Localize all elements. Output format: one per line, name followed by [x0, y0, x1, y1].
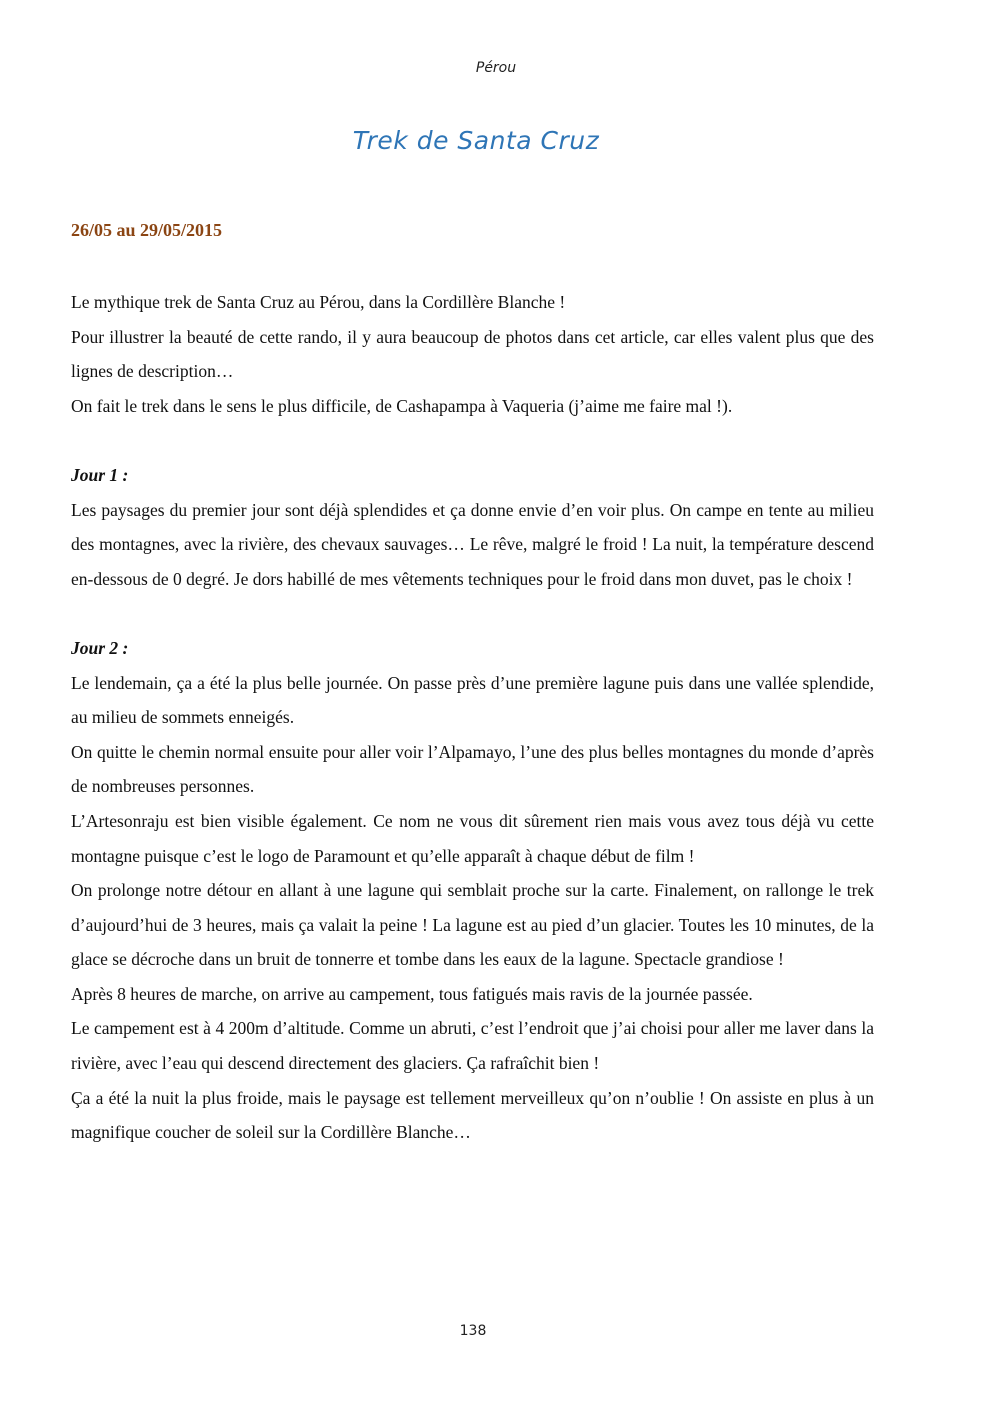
day1-paragraph: Les paysages du premier jour sont déjà splendides et ça donne envie d’en voir plus. On campe en tente au milieu des montagnes, avec la rivière, des chevaux sauvages… Le rêve, malgré le froid ! La nuit, la température descend en-dessous de 0 degré. Je dors habillé de mes vêtements techniques pour le froid dans mon duvet, pas le choix !	[71, 499, 874, 589]
intro-paragraph: Le mythique trek de Santa Cruz au Pérou, dans la Cordillère Blanche !	[71, 292, 566, 312]
running-header: Pérou	[475, 60, 517, 76]
article-body	[71, 285, 874, 1150]
paragraph-spacer	[71, 596, 874, 631]
article-title: Trek de Santa Cruz	[352, 126, 600, 155]
day2-paragraph: Après 8 heures de marche, on arrive au campement, tous fatigués mais ravis de la journée passée.	[71, 983, 753, 1004]
day1-heading: Jour 1 :	[71, 464, 129, 485]
day2-paragraph: On quitte le chemin normal ensuite pour aller voir l’Alpamayo, l’une des plus belles montagnes du monde d’après de nombreuses personnes.	[71, 741, 874, 797]
page-number: 138	[459, 1323, 487, 1339]
paragraph-spacer	[71, 423, 874, 458]
day2-paragraph: Le lendemain, ça a été la plus belle journée. On passe près d’une première lagune puis dans une vallée splendide, au milieu de sommets enneigés.	[71, 672, 874, 728]
article-date: 26/05 au 29/05/2015	[71, 220, 223, 240]
day2-paragraph: On prolonge notre détour en allant à une lagune qui semblait proche sur la carte. Finalement, on rallonge le trek d’aujourd’hui de 3 heures, mais ça valait la peine ! La lagune est au pied d’un glacier. Toutes les 10 minutes, de la glace se décroche dans un bruit de tonnerre et tombe dans les eaux de la lagune. Spectacle grandiose !	[71, 880, 874, 970]
day2-paragraph: Ça a été la nuit la plus froide, mais le paysage est tellement merveilleux qu’on n’oublie ! On assiste en plus à un magnifique coucher de soleil sur la Cordillère Blanche…	[71, 1087, 874, 1143]
day2-paragraph: Le campement est à 4 200m d’altitude. Comme un abruti, c’est l’endroit que j’ai choisi pour aller me laver dans la rivière, avec l’eau qui descend directement des glaciers. Ça rafraîchit bien !	[71, 1018, 874, 1074]
day2-paragraph: L’Artesonraju est bien visible également. Ce nom ne vous dit sûrement rien mais vous avez tous déjà vu cette montagne puisque c’est le logo de Paramount et qu’elle apparaît à chaque début de film !	[71, 810, 874, 866]
intro-paragraph: On fait le trek dans le sens le plus difficile, de Cashapampa à Vaqueria (j’aime me faire mal !).	[71, 395, 733, 416]
intro-paragraph: Pour illustrer la beauté de cette rando, il y aura beaucoup de photos dans cet article, car elles valent plus que des lignes de description…	[71, 326, 874, 382]
day2-heading: Jour 2 :	[71, 637, 129, 658]
